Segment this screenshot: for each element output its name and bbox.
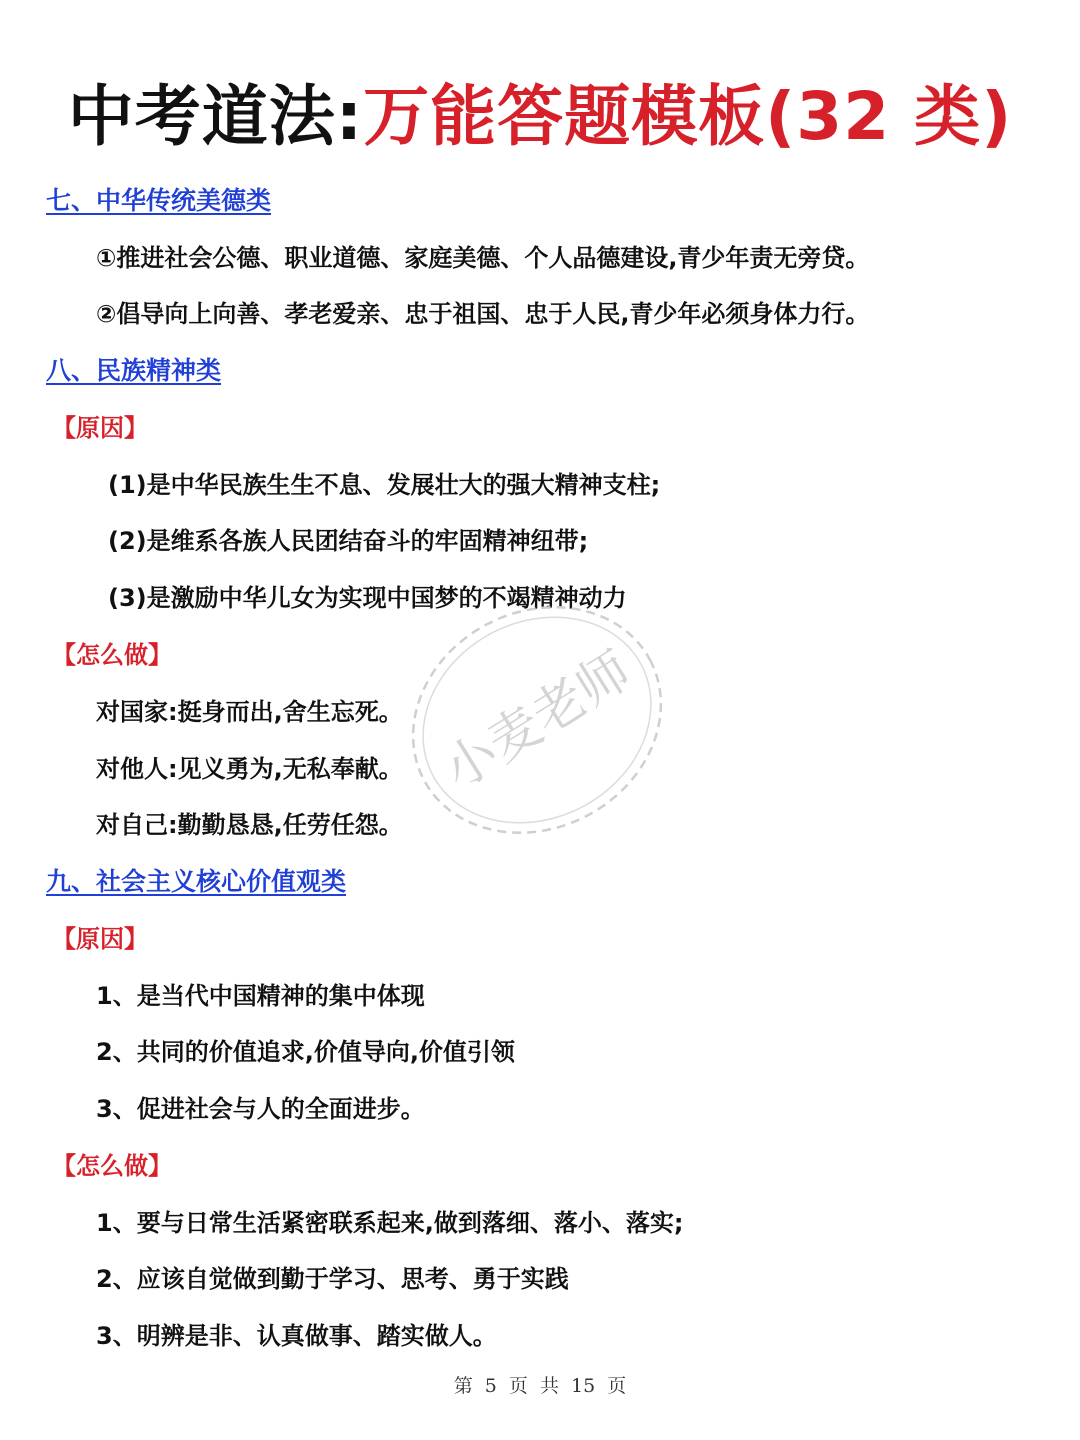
section-8-reason: (3)是激励中华儿女为实现中国梦的不竭精神动力	[108, 584, 627, 612]
section-7-item: ②倡导向上向善、孝老爱亲、忠于祖国、忠于人民,青少年必须身体力行。	[96, 300, 870, 328]
page-title	[0, 72, 1080, 162]
section-9-how: 3、明辨是非、认真做事、踏实做人。	[96, 1322, 497, 1350]
section-9-reason: 1、是当代中国精神的集中体现	[96, 982, 425, 1010]
svg-text:小麦老师: 小麦老师	[433, 640, 642, 802]
title-red-part: 万能答题模板(32 类)	[363, 78, 1013, 155]
section-8-reason: (2)是维系各族人民团结奋斗的牢固精神纽带;	[108, 527, 589, 555]
reason-tag: 【原因】	[52, 925, 148, 953]
section-8-how: 对自己:勤勤恳恳,任劳任怨。	[96, 811, 403, 839]
section-9-how: 2、应该自觉做到勤于学习、思考、勇于实践	[96, 1265, 569, 1293]
watermark-stamp	[402, 600, 672, 840]
how-tag: 【怎么做】	[52, 641, 172, 669]
section-9-how: 1、要与日常生活紧密联系起来,做到落细、落小、落实;	[96, 1209, 684, 1237]
title-black-part: 中考道法:	[67, 78, 364, 155]
section-heading-8: 八、民族精神类	[46, 356, 222, 385]
section-9-reason: 3、促进社会与人的全面进步。	[96, 1095, 425, 1123]
section-9-reason: 2、共同的价值追求,价值导向,价值引领	[96, 1038, 515, 1066]
reason-tag: 【原因】	[52, 414, 148, 442]
section-8-how: 对他人:见义勇为,无私奉献。	[96, 755, 403, 783]
section-8-reason: (1)是中华民族生生不息、发展壮大的强大精神支柱;	[108, 471, 661, 499]
section-8-how: 对国家:挺身而出,舍生忘死。	[96, 698, 403, 726]
page-number-footer: 第 5 页 共 15 页	[453, 1375, 627, 1397]
section-heading-7: 七、中华传统美德类	[46, 186, 272, 215]
section-heading-9: 九、社会主义核心价值观类	[46, 867, 347, 896]
how-tag: 【怎么做】	[52, 1152, 172, 1180]
section-7-item: ①推进社会公德、职业道德、家庭美德、个人品德建设,青少年责无旁贷。	[96, 244, 870, 272]
